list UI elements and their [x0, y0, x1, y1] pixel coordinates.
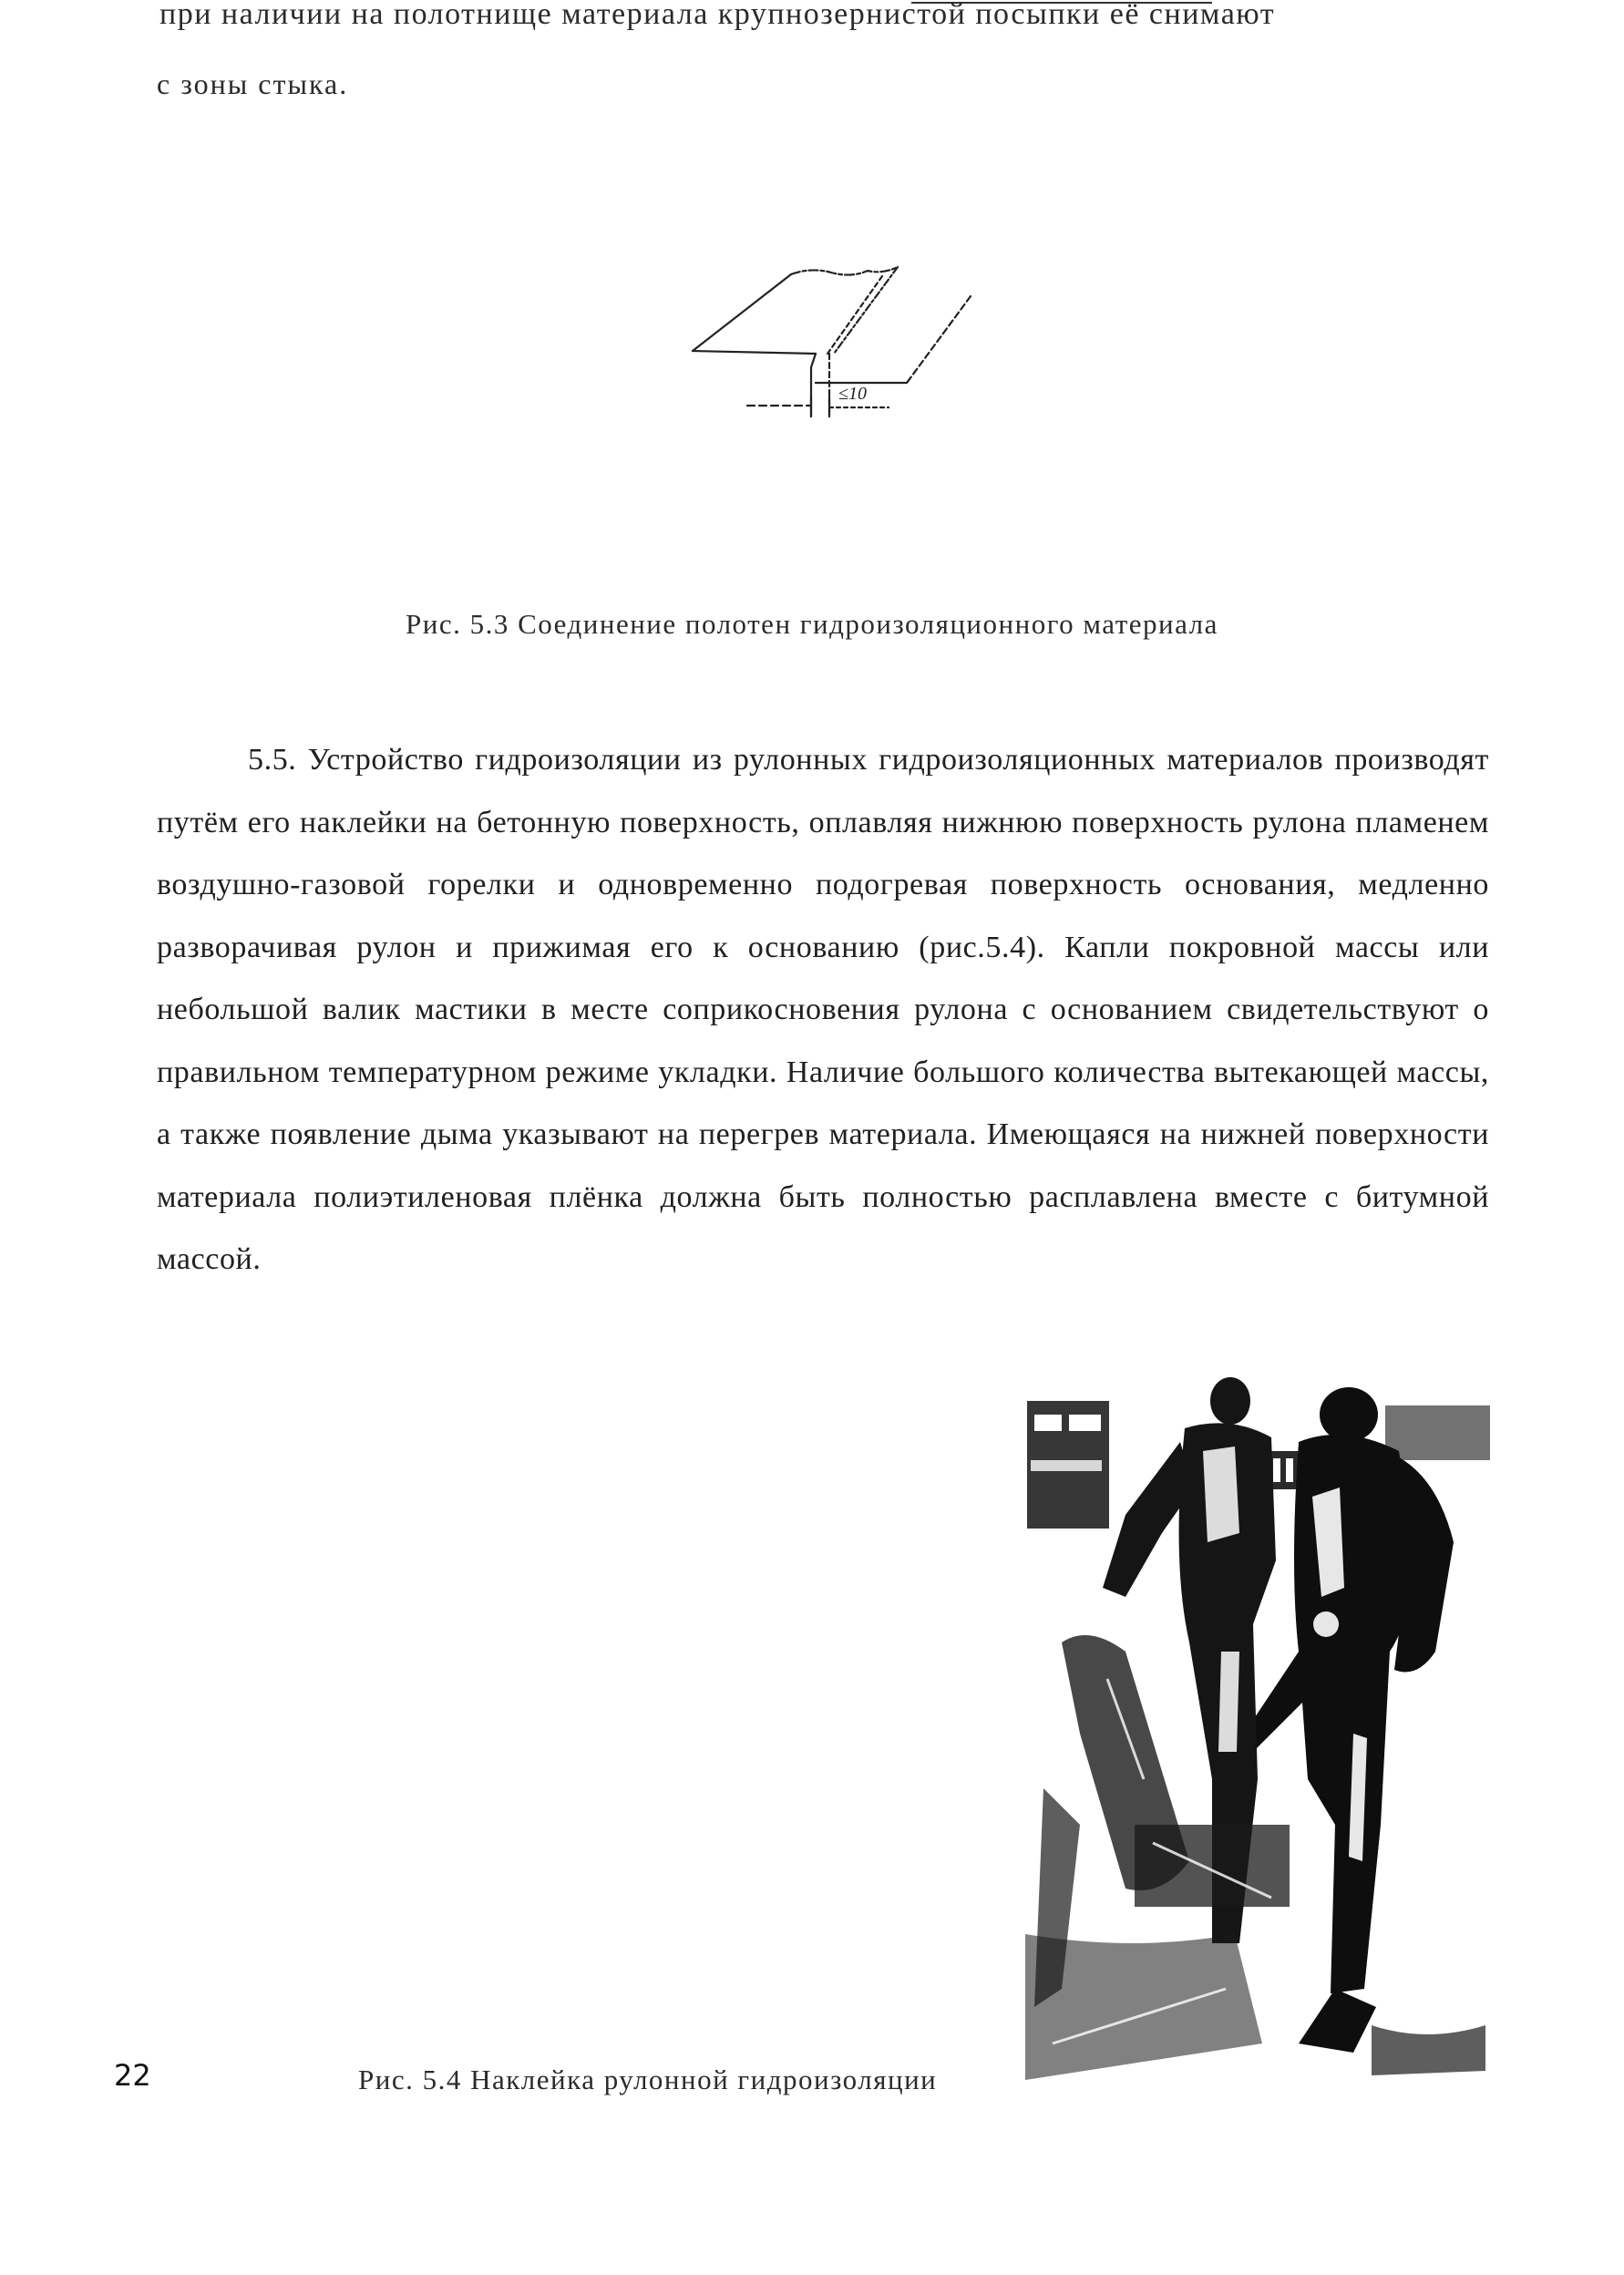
- page-number: 22: [114, 2058, 151, 2093]
- figure-5-4-caption: Рис. 5.4 Наклейка рулонной гидроизоляции: [358, 2064, 938, 2095]
- figure-5-3-caption: Рис. 5.3 Соединение полотен гидроизоляционного материала: [406, 608, 1218, 640]
- lower-sheet-right-edge: [907, 296, 971, 383]
- figure-dimension-label: ≤10: [838, 384, 867, 404]
- upper-sheet-left-edge: [693, 274, 791, 351]
- section-5-5-paragraph: 5.5. Устройство гидроизоляции из рулонных гидроизоляционных материалов производят путём его наклейки на бетонную поверхность, оплавляя нижнюю поверхность рулона пламенем воздушно-газовой горелки и одновременно подогревая поверхность основания, медленно разворачивая рулон и прижимая его к основанию (рис.5.4). Капли покровной массы или небольшой валик мастики в месте соприкосновения рулона с основанием свидетельствуют о правильном температурном режиме укладки. Наличие большого количества вытекающей массы, а также появление дыма указывают на перегрев материала. Имеющаяся на нижней поверхности материала полиэтиленовая плёнка должна быть полностью расплавлена вместе с битумной массой.: [157, 743, 1489, 1276]
- paragraph-continuation-end: с зоны стыка.: [157, 67, 349, 100]
- paragraph-continuation-line: при наличии на полотнище материала крупнозернистой посыпки её снимают: [159, 0, 1276, 31]
- upper-sheet-front-edge: [693, 351, 816, 354]
- roofing-workers-photo: [1025, 1351, 1490, 2103]
- upper-sheet-right-edge: [834, 267, 898, 354]
- inner-fold-line: [827, 276, 882, 354]
- figure-roll-joint-diagram: [674, 260, 1084, 442]
- upper-sheet-top-edge: [791, 267, 898, 275]
